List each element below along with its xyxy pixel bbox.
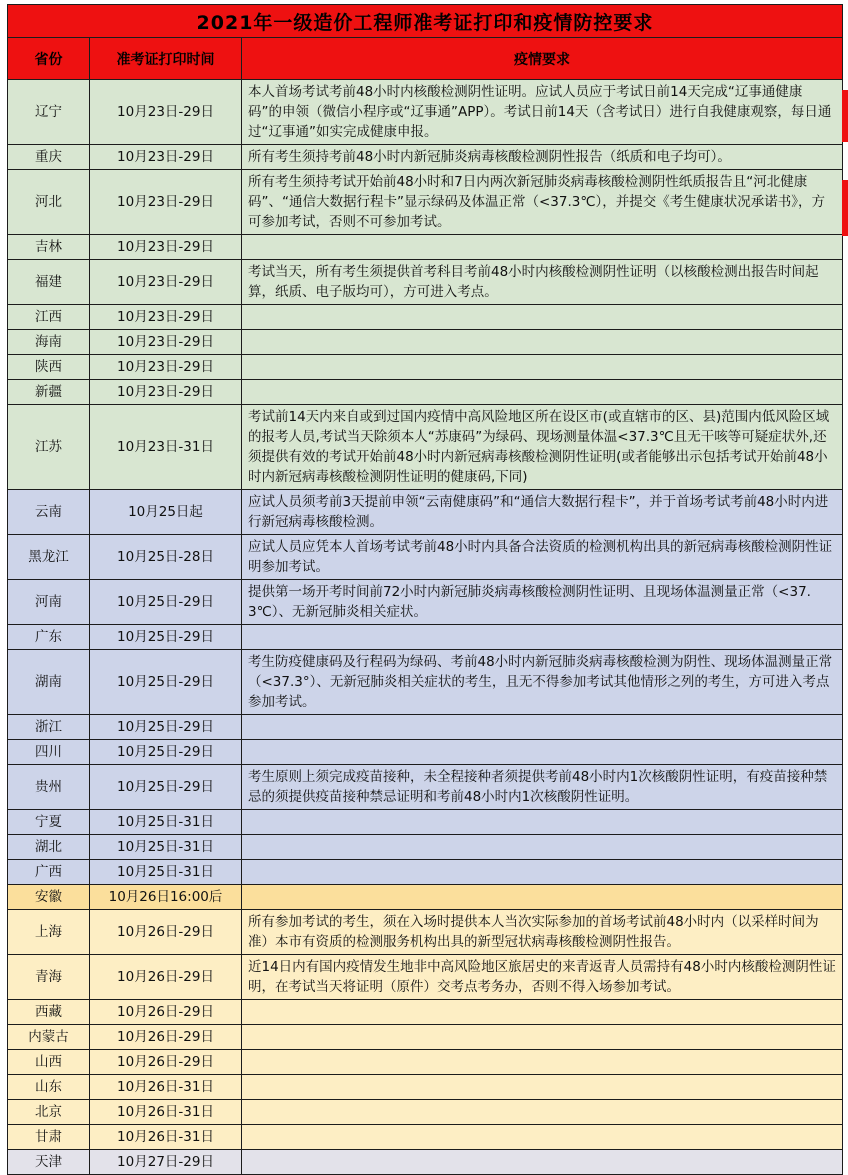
table-row: [8, 885, 843, 910]
province-cell: 天津: [8, 1150, 90, 1175]
province-cell: 北京: [8, 1100, 90, 1125]
province-cell: 广东: [8, 625, 90, 650]
table-row: [8, 170, 843, 235]
requirement-cell: [242, 355, 843, 380]
requirement-cell: 考生原则上须完成疫苗接种，未全程接种者须提供考前48小时内1次核酸阴性证明，有疫苗接种禁忌的须提供疫苗接种禁忌证明和考前48小时内1次核酸阴性证明。: [242, 765, 843, 810]
col-header-print-time: 准考证打印时间: [90, 38, 242, 80]
table-row: [8, 765, 843, 810]
table-row: [8, 145, 843, 170]
province-cell: 江西: [8, 305, 90, 330]
requirement-cell: [242, 1125, 843, 1150]
table-row: [8, 1100, 843, 1125]
table-row: [8, 490, 843, 535]
requirement-cell: [242, 1000, 843, 1025]
print-time-cell: 10月23日-29日: [90, 145, 242, 170]
requirement-cell: [242, 305, 843, 330]
requirement-cell: [242, 1100, 843, 1125]
table-row: [8, 955, 843, 1000]
print-time-cell: 10月25日-29日: [90, 650, 242, 715]
print-time-cell: 10月23日-29日: [90, 260, 242, 305]
province-cell: 贵州: [8, 765, 90, 810]
print-time-cell: 10月26日-29日: [90, 1000, 242, 1025]
requirement-cell: [242, 625, 843, 650]
requirement-cell: [242, 1150, 843, 1175]
print-time-cell: 10月23日-29日: [90, 80, 242, 145]
requirement-cell: 考试前14天内来自或到过国内疫情中高风险地区所在设区市(或直辖市的区、县)范围内低风险区域的报考人员,考试当天除须本人“苏康码”为绿码、现场测量体温<37.3℃且无干咳等可疑症状外,还须提供有效的考试开始前48小时内新冠病毒核酸检测阴性证明(或者能够出示包括考试开始前48小时内新冠病毒核酸检测阴性证明的健康码,下同): [242, 405, 843, 490]
requirement-cell: 本人首场考试考前48小时内核酸检测阴性证明。应试人员应于考试日前14天完成“辽事通健康码”的申领（微信小程序或“辽事通”APP）。考试日前14天（含考试日）进行自我健康观察，每日通过“辽事通”如实完成健康申报。: [242, 80, 843, 145]
table-row: [8, 810, 843, 835]
table-row: [8, 715, 843, 740]
print-time-cell: 10月23日-29日: [90, 330, 242, 355]
province-cell: 内蒙古: [8, 1025, 90, 1050]
requirement-cell: 所有参加考试的考生，须在入场时提供本人当次实际参加的首场考试前48小时内（以采样时间为准）本市有资质的检测服务机构出具的新型冠状病毒核酸检测阴性报告。: [242, 910, 843, 955]
table-row: [8, 580, 843, 625]
province-cell: 陕西: [8, 355, 90, 380]
table-row: [8, 330, 843, 355]
print-time-cell: 10月25日-29日: [90, 580, 242, 625]
print-time-cell: 10月26日16:00后: [90, 885, 242, 910]
table-row: [8, 1000, 843, 1025]
table-row: [8, 1025, 843, 1050]
requirement-cell: [242, 860, 843, 885]
province-cell: 江苏: [8, 405, 90, 490]
print-time-cell: 10月26日-31日: [90, 1100, 242, 1125]
province-cell: 四川: [8, 740, 90, 765]
requirement-cell: [242, 380, 843, 405]
requirement-cell: [242, 1050, 843, 1075]
province-cell: 青海: [8, 955, 90, 1000]
requirement-cell: [242, 330, 843, 355]
print-time-cell: 10月25日-28日: [90, 535, 242, 580]
table-row: [8, 305, 843, 330]
table-row: [8, 1125, 843, 1150]
table-row: [8, 860, 843, 885]
requirement-cell: [242, 810, 843, 835]
table-row: [8, 380, 843, 405]
province-cell: 新疆: [8, 380, 90, 405]
province-cell: 安徽: [8, 885, 90, 910]
requirement-cell: 提供第一场开考时间前72小时内新冠肺炎病毒核酸检测阴性证明、且现场体温测量正常（<37.3℃）、无新冠肺炎相关症状。: [242, 580, 843, 625]
table-row: [8, 625, 843, 650]
table-row: [8, 405, 843, 490]
print-time-cell: 10月23日-29日: [90, 380, 242, 405]
red-edge-mark-bottom: [842, 180, 848, 236]
requirement-cell: 所有考生须持考前48小时内新冠肺炎病毒核酸检测阴性报告（纸质和电子均可）。: [242, 145, 843, 170]
requirement-cell: [242, 835, 843, 860]
print-time-cell: 10月25日-31日: [90, 835, 242, 860]
province-cell: 浙江: [8, 715, 90, 740]
requirement-cell: 考试当天，所有考生须提供首考科目考前48小时内核酸检测阴性证明（以核酸检测出报告时间起算，纸质、电子版均可），方可进入考点。: [242, 260, 843, 305]
title-row: [8, 5, 843, 38]
print-time-cell: 10月26日-29日: [90, 955, 242, 1000]
table-title: 2021年一级造价工程师准考证打印和疫情防控要求: [8, 5, 843, 38]
province-cell: 上海: [8, 910, 90, 955]
province-cell: 吉林: [8, 235, 90, 260]
print-time-cell: 10月23日-31日: [90, 405, 242, 490]
print-time-cell: 10月25日-31日: [90, 810, 242, 835]
table-row: [8, 650, 843, 715]
print-time-cell: 10月26日-29日: [90, 1025, 242, 1050]
requirement-cell: [242, 235, 843, 260]
col-header-epidemic-requirements: 疫情要求: [242, 38, 843, 80]
province-cell: 西藏: [8, 1000, 90, 1025]
table-row: [8, 1050, 843, 1075]
province-cell: 广西: [8, 860, 90, 885]
table-body: [8, 80, 843, 1175]
province-cell: 福建: [8, 260, 90, 305]
print-time-cell: 10月26日-31日: [90, 1125, 242, 1150]
print-time-cell: 10月25日起: [90, 490, 242, 535]
province-cell: 甘肃: [8, 1125, 90, 1150]
province-cell: 河北: [8, 170, 90, 235]
province-cell: 重庆: [8, 145, 90, 170]
requirements-table: [7, 4, 843, 1175]
table-row: [8, 235, 843, 260]
requirement-cell: [242, 1025, 843, 1050]
table-row: [8, 910, 843, 955]
province-cell: 河南: [8, 580, 90, 625]
table-row: [8, 1075, 843, 1100]
print-time-cell: 10月25日-29日: [90, 715, 242, 740]
print-time-cell: 10月26日-29日: [90, 910, 242, 955]
requirement-cell: [242, 715, 843, 740]
requirement-cell: 所有考生须持考试开始前48小时和7日内两次新冠肺炎病毒核酸检测阴性纸质报告且“河北健康码”、“通信大数据行程卡”显示绿码及体温正常（<37.3℃），并提交《考生健康状况承诺书》，方可参加考试，否则不可参加考试。: [242, 170, 843, 235]
province-cell: 湖北: [8, 835, 90, 860]
requirement-cell: 近14日内有国内疫情发生地非中高风险地区旅居史的来青返青人员需持有48小时内核酸检测阴性证明，在考试当天将证明（原件）交考点考务办，否则不得入场参加考试。: [242, 955, 843, 1000]
print-time-cell: 10月23日-29日: [90, 235, 242, 260]
province-cell: 湖南: [8, 650, 90, 715]
print-time-cell: 10月25日-31日: [90, 860, 242, 885]
province-cell: 黑龙江: [8, 535, 90, 580]
requirement-cell: [242, 1075, 843, 1100]
requirement-cell: 应试人员须考前3天提前申领“云南健康码”和“通信大数据行程卡”，并于首场考试考前48小时内进行新冠病毒核酸检测。: [242, 490, 843, 535]
requirement-cell: [242, 740, 843, 765]
print-time-cell: 10月23日-29日: [90, 355, 242, 380]
red-edge-mark-top: [842, 90, 848, 142]
print-time-cell: 10月26日-31日: [90, 1075, 242, 1100]
print-time-cell: 10月25日-29日: [90, 765, 242, 810]
table-row: [8, 260, 843, 305]
requirement-cell: [242, 885, 843, 910]
print-time-cell: 10月25日-29日: [90, 740, 242, 765]
requirement-cell: 考生防疫健康码及行程码为绿码、考前48小时内新冠肺炎病毒核酸检测为阴性、现场体温测量正常（<37.3°）、无新冠肺炎相关症状的考生，且无不得参加考试其他情形之列的考生，方可进入考点参加考试。: [242, 650, 843, 715]
print-time-cell: 10月23日-29日: [90, 305, 242, 330]
print-time-cell: 10月27日-29日: [90, 1150, 242, 1175]
table-row: [8, 355, 843, 380]
province-cell: 海南: [8, 330, 90, 355]
table-row: [8, 1150, 843, 1175]
province-cell: 山东: [8, 1075, 90, 1100]
exam-requirements-page: [7, 4, 842, 1175]
table-row: [8, 740, 843, 765]
print-time-cell: 10月23日-29日: [90, 170, 242, 235]
col-header-province: 省份: [8, 38, 90, 80]
province-cell: 云南: [8, 490, 90, 535]
requirement-cell: 应试人员应凭本人首场考试考前48小时内具备合法资质的检测机构出具的新冠病毒核酸检测阴性证明参加考试。: [242, 535, 843, 580]
table-row: [8, 835, 843, 860]
province-cell: 宁夏: [8, 810, 90, 835]
print-time-cell: 10月26日-29日: [90, 1050, 242, 1075]
print-time-cell: 10月25日-29日: [90, 625, 242, 650]
table-row: [8, 535, 843, 580]
table-row: [8, 80, 843, 145]
province-cell: 山西: [8, 1050, 90, 1075]
column-header-row: [8, 38, 843, 80]
province-cell: 辽宁: [8, 80, 90, 145]
